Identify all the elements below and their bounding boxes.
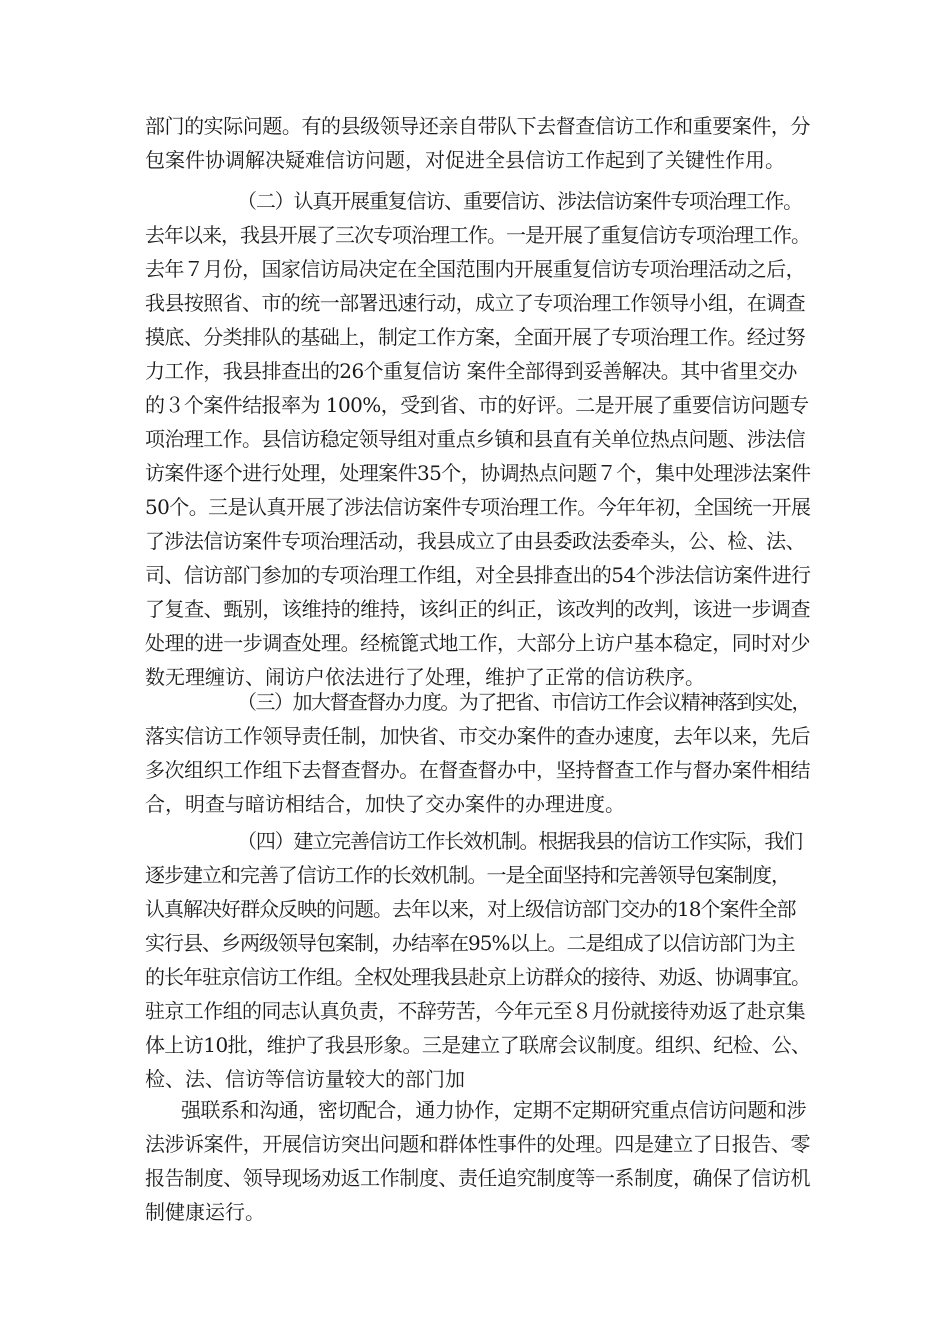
text-line: 包案件协调解决疑难信访问题，对促进全县信访工作起到了关键性作用。 [145,148,785,172]
text-line: 检、法、信访等信访量较大的部门加 [145,1067,465,1091]
text-line: 认真解决好群众反映的问题。去年以来，对上级信访部门交办的18个案件全部 [145,897,796,921]
text-line: 制健康运行。 [145,1200,265,1224]
section-heading-line: （二）认真开展重复信访、重要信访、涉法信访案件专项治理工作。 [237,189,802,213]
text-line: 访案件逐个进行处理，处理案件35个，协调热点问题７个，集中处理涉法案件 [145,461,811,485]
text-line: 多次组织工作组下去督查督办。在督查督办中，坚持督查工作与督办案件相结 [145,758,810,782]
paragraph-section-4 [145,824,810,1096]
text-line: 体上访10批，维护了我县形象。三是建立了联席会议制度。组织、纪检、公、 [145,1033,811,1057]
text-line: 了复查、甄别，该维持的维持，该纠正的纠正，该改判的改判，该进一步调查 [145,597,810,621]
section-heading-line: （四）建立完善信访工作长效机制。根据我县的信访工作实际，我们 [237,829,802,853]
text-line: 的长年驻京信访工作组。全权处理我县赴京上访群众的接待、劝返、协调事宜。 [145,965,810,989]
paragraph-continuation-2 [145,1093,810,1229]
text-line: 落实信访工作领导责任制，加快省、市交办案件的查办速度，去年以来，先后 [145,724,810,748]
text-line: 驻京工作组的同志认真负责，不辞劳苦，今年元至８月份就接待劝返了赴京集 [145,999,805,1023]
text-line: 我县按照省、市的统一部署迅速行动，成立了专项治理工作领导小组，在调查 [145,291,805,315]
text-line: 部门的实际问题。有的县级领导还亲自带队下去督查信访工作和重要案件，分 [145,114,810,138]
text-line: 的３个案件结报率为 100%，受到省、市的好评。二是开展了重要信访问题专 [145,393,809,417]
text-line: 50个。三是认真开展了涉法信访案件专项治理工作。今年年初，全国统一开展 [145,495,811,519]
text-line: 司、信访部门参加的专项治理工作组，对全县排查出的54个涉法信访案件进行 [145,563,811,587]
text-line: 强联系和沟通，密切配合，通力协作，定期不定期研究重点信访问题和涉 [181,1098,806,1122]
section-heading-line: （三）加大督查督办力度。为了把省、市信访工作会议精神落到实处， [237,690,810,714]
text-line: 报告制度、领导现场劝返工作制度、责任追究制度等一系制度，确保了信访机 [145,1166,810,1190]
text-line: 合，明查与暗访相结合，加快了交办案件的办理进度。 [145,792,625,816]
text-line: 项治理工作。县信访稳定领导组对重点乡镇和县直有关单位热点问题、涉法信 [145,427,805,451]
text-line: 数无理缠访、闹访户依法进行了处理，维护了正常的信访秩序。 [145,665,705,689]
text-line: 去年以来，我县开展了三次专项治理工作。一是开展了重复信访专项治理工作。 [145,223,810,247]
text-line: 逐步建立和完善了信访工作的长效机制。一是全面坚持和完善领导包案制度， [145,863,790,887]
paragraph-continuation [145,109,810,177]
text-line: 去年７月份，国家信访局决定在全国范围内开展重复信访专项治理活动之后， [145,257,805,281]
text-line: 实行县、乡两级领导包案制，办结率在95%以上。二是组成了以信访部门为主 [145,931,795,955]
text-line: 摸底、分类排队的基础上，制定工作方案，全面开展了专项治理工作。经过努 [145,325,805,349]
text-line: 处理的进一步调查处理。经梳篦式地工作，大部分上访户基本稳定，同时对少 [145,631,810,655]
paragraph-section-2 [145,184,810,694]
text-line: 法涉诉案件，开展信访突出问题和群体性事件的处理。四是建立了日报告、零 [145,1132,810,1156]
paragraph-section-3 [145,685,810,821]
text-line: 了涉法信访案件专项治理活动，我县成立了由县委政法委牵头，公、检、法、 [145,529,805,553]
text-line: 力工作，我县排查出的26个重复信访 案件全部得到妥善解决。其中省里交办 [145,359,797,383]
